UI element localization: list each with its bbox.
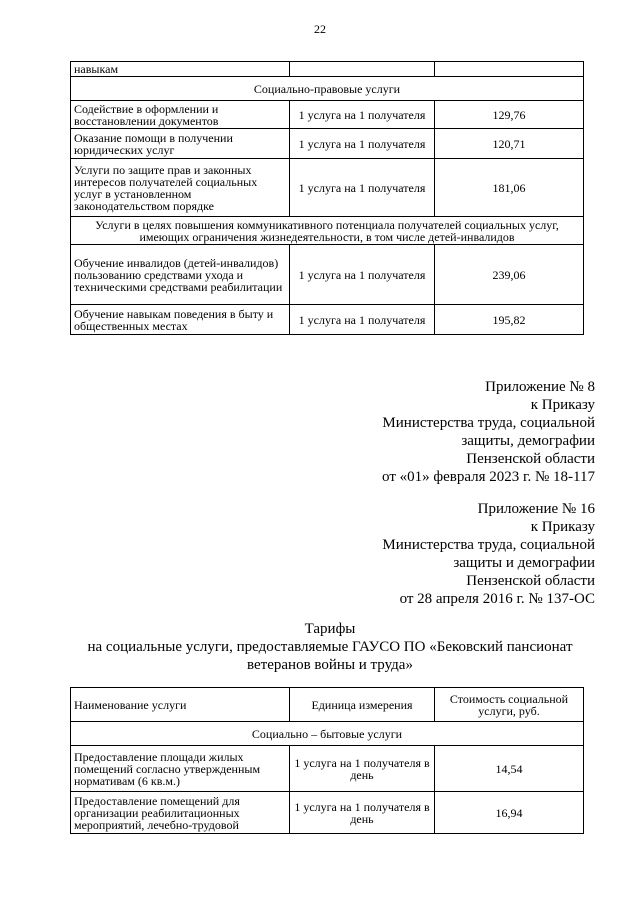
table-row [71, 245, 584, 305]
service-name-cell: Обучение инвалидов (детей-инвалидов) пользованию средствами ухода и техническими средствами реабилитации [71, 245, 290, 305]
service-name-cell: навыкам [71, 62, 290, 77]
price-cell: 195,82 [435, 305, 584, 335]
price-cell: 120,71 [435, 129, 584, 159]
appendix-line: от «01» февраля 2023 г. № 18-117 [382, 469, 595, 485]
appendix-line: Министерства труда, социальной [382, 537, 595, 553]
service-name-cell: Наименование услуги [71, 688, 290, 722]
service-name-cell: Услуги по защите прав и законных интересов получателей социальных услуг в установленном законодательством порядке [71, 159, 290, 217]
section-row [71, 217, 584, 245]
unit-cell: 1 услуга на 1 получателя в день [290, 792, 435, 834]
appendix-8-header [382, 378, 595, 486]
tariff-table [70, 687, 584, 834]
title-line: Тарифы [304, 621, 356, 637]
section-title: Услуги в целях повышения коммуникативного потенциала получателей социальных услуг, имеющих ограничения жизнедеятельности, в том числе детей-инвалидов [71, 217, 584, 245]
table-row [71, 159, 584, 217]
appendix-line: защиты и демографии [453, 555, 595, 571]
table-row [71, 792, 584, 834]
title-line: на социальные услуги, предоставляемые ГАУСО ПО «Бековский пансионат [87, 639, 573, 655]
service-name-cell: Обучение навыкам поведения в быту и общественных местах [71, 305, 290, 335]
table-row [71, 746, 584, 792]
unit-cell [290, 62, 435, 77]
table-row [71, 101, 584, 129]
appendix-line: от 28 апреля 2016 г. № 137-ОС [399, 591, 595, 607]
price-cell: 14,54 [435, 746, 584, 792]
price-cell [435, 62, 584, 77]
table-row [71, 129, 584, 159]
appendix-line: Приложение № 8 [485, 379, 595, 395]
section-row [71, 77, 584, 101]
appendix-line: Пензенской области [466, 573, 595, 589]
price-cell: 16,94 [435, 792, 584, 834]
appendix-line: Пензенской области [466, 451, 595, 467]
unit-cell: 1 услуга на 1 получателя [290, 305, 435, 335]
unit-cell: 1 услуга на 1 получателя [290, 101, 435, 129]
price-cell: Стоимость социальной услуги, руб. [435, 688, 584, 722]
price-cell: 181,06 [435, 159, 584, 217]
table-header-row [71, 688, 584, 722]
appendix-line: Приложение № 16 [477, 501, 595, 517]
price-cell: 239,06 [435, 245, 584, 305]
table-row [71, 305, 584, 335]
service-name-cell: Оказание помощи в получении юридических услуг [71, 129, 290, 159]
price-cell: 129,76 [435, 101, 584, 129]
unit-cell: Единица измерения [290, 688, 435, 722]
appendix-16-header [382, 500, 595, 608]
table-row [71, 62, 584, 77]
service-name-cell: Содействие в оформлении и восстановлении документов [71, 101, 290, 129]
section-title: Социально-правовые услуги [71, 77, 584, 101]
section-title: Социально – бытовые услуги [71, 722, 584, 746]
tariff-table-continued [70, 61, 584, 335]
unit-cell: 1 услуга на 1 получателя [290, 245, 435, 305]
appendix-line: к Приказу [530, 519, 595, 535]
unit-cell: 1 услуга на 1 получателя [290, 129, 435, 159]
appendix-line: Министерства труда, социальной [382, 415, 595, 431]
unit-cell: 1 услуга на 1 получателя в день [290, 746, 435, 792]
page-number: 22 [314, 22, 326, 36]
unit-cell: 1 услуга на 1 получателя [290, 159, 435, 217]
appendix-line: к Приказу [530, 397, 595, 413]
service-name-cell: Предоставление площади жилых помещений согласно утвержденным нормативам (6 кв.м.) [71, 746, 290, 792]
service-name-cell: Предоставление помещений для организации реабилитационных мероприятий, лечебно-трудовой [71, 792, 290, 834]
appendix-line: защиты, демографии [461, 433, 595, 449]
section-row [71, 722, 584, 746]
document-title [60, 620, 600, 674]
title-line: ветеранов войны и труда» [247, 657, 413, 673]
